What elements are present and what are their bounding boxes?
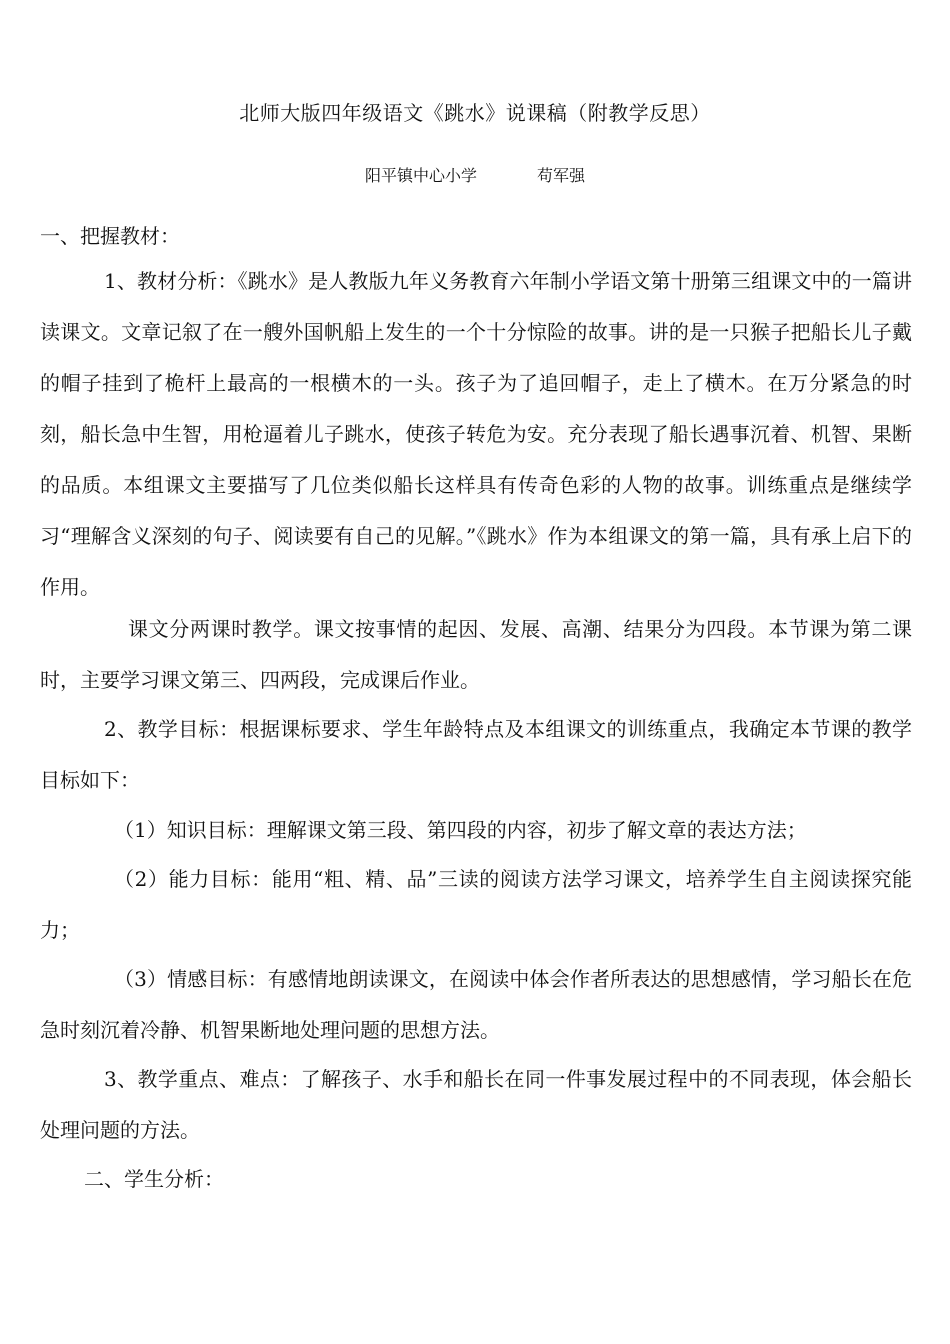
document-title: 北师大版四年级语文《跳水》说课稿（附教学反思） xyxy=(239,101,711,125)
paragraph-goal-ability: （2）能力目标：能用“粗、精、品”三读的阅读方法学习课文，培养学生自主阅读探究能力； xyxy=(40,867,912,942)
author-name: 苟军强 xyxy=(537,166,586,185)
paragraph-goal-knowledge: （1）知识目标：理解课文第三段、第四段的内容，初步了解文章的表达方法； xyxy=(114,818,807,842)
paragraph-material-analysis: 1、教材分析：《跳水》是人教版九年义务教育六年制小学语文第十册第三组课文中的一篇讲读课文。文章记叙了在一艘外国帆船上发生的一个十分惊险的故事。讲的是一只猴子把船长儿子戴的帽子挂到了桅杆上最高的一根横木的一头。孩子为了追回帽子，走上了横木。在万分紧急的时刻，船长急中生智，用枪逼着儿子跳水，使孩子转危为安。充分表现了船长遇事沉着、机智、果断的品质。本组课文主要描写了几位类似船长这样具有传奇色彩的人物的故事。训练重点是继续学习“理解含义深刻的句子、阅读要有自己的见解。”《跳水》作为本组课文的第一篇，具有承上启下的作用。 xyxy=(40,269,912,599)
paragraph-goal-emotion: （3）情感目标：有感情地朗读课文，在阅读中体会作者所表达的思想感情，学习船长在危急时刻沉着冷静、机智果断地处理问题的思想方法。 xyxy=(40,967,912,1042)
byline xyxy=(0,163,950,186)
paragraph-key-points: 3、教学重点、难点：了解孩子、水手和船长在同一件事发展过程中的不同表现，体会船长处理问题的方法。 xyxy=(40,1067,912,1142)
section-heading-1: 一、把握教材： xyxy=(40,224,180,248)
paragraph-lesson-plan: 课文分两课时教学。课文按事情的起因、发展、高潮、结果分为四段。本节课为第二课时，主要学习课文第三、四两段，完成课后作业。 xyxy=(40,617,912,692)
school-name: 阳平镇中心小学 xyxy=(364,166,477,185)
section-heading-2: 二、学生分析： xyxy=(84,1167,224,1191)
paragraph-teaching-goals: 2、教学目标：根据课标要求、学生年龄特点及本组课文的训练重点，我确定本节课的教学目标如下： xyxy=(40,717,912,792)
